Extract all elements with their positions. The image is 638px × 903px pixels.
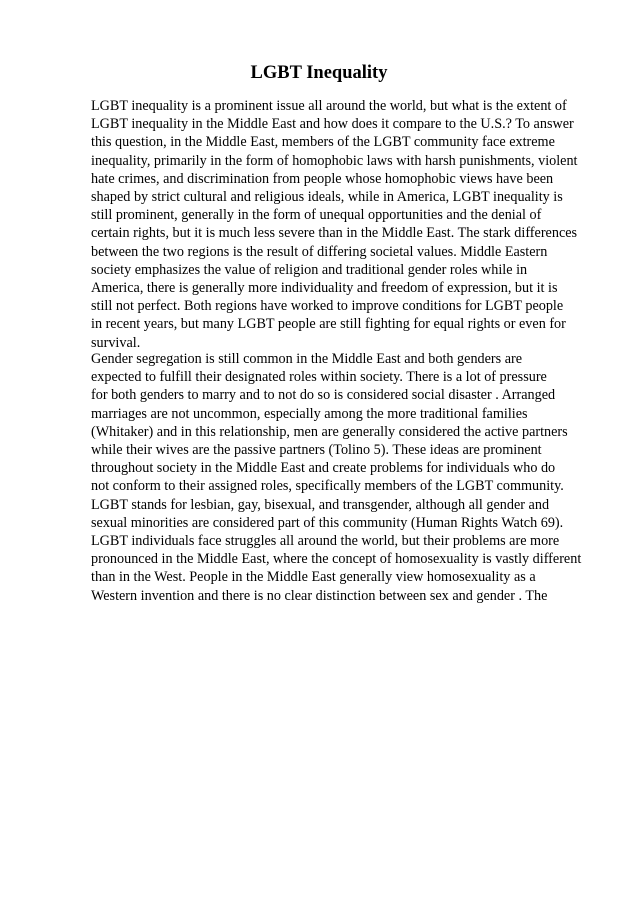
- paragraph-line: than in the West. People in the Middle East generally view homosexuality as a: [91, 569, 536, 586]
- paragraph-line: society emphasizes the value of religion and traditional gender roles while in: [91, 261, 528, 278]
- paragraph-line: survival.: [91, 334, 141, 351]
- paragraph-2: [91, 350, 601, 605]
- paragraph-line: hate crimes, and discrimination from people whose homophobic views have been: [91, 170, 554, 187]
- paragraph-line: pronounced in the Middle East, where the concept of homosexuality is vastly different: [91, 551, 582, 568]
- paragraph-line: sexual minorities are considered part of this community (Human Rights Watch 69).: [91, 514, 564, 531]
- paragraph-line: while their wives are the passive partners (Tolino 5). These ideas are prominent: [91, 442, 542, 459]
- paragraph-line: shaped by strict cultural and religious ideals, while in America, LGBT inequality is: [91, 189, 563, 206]
- paragraph-1: [91, 97, 601, 352]
- paragraph-line: LGBT inequality is a prominent issue all around the world, but what is the extent of: [91, 98, 567, 114]
- paragraph-line: not conform to their assigned roles, specifically members of the LGBT community.: [91, 478, 564, 495]
- paragraph-line: certain rights, but it is much less severe than in the Middle East. The stark differences: [91, 225, 578, 242]
- paragraph-line: between the two regions is the result of differing societal values. Middle Eastern: [91, 243, 548, 260]
- paragraph-line: inequality, primarily in the form of homophobic laws with harsh punishments, violent: [91, 152, 578, 169]
- paragraph-line: still prominent, generally in the form of unequal opportunities and the denial of: [91, 207, 542, 224]
- paragraph-line: LGBT individuals face struggles all around the world, but their problems are more: [91, 533, 560, 550]
- paragraph-line: throughout society in the Middle East and create problems for individuals who do: [91, 460, 556, 477]
- paragraph-line: LGBT stands for lesbian, gay, bisexual, and transgender, although all gender and: [91, 496, 550, 513]
- paragraph-line: in recent years, but many LGBT people are still fighting for equal rights or even for: [91, 316, 566, 333]
- paragraph-line: still not perfect. Both regions have worked to improve conditions for LGBT people: [91, 298, 564, 315]
- paragraph-line: this question, in the Middle East, members of the LGBT community face extreme: [91, 134, 555, 151]
- paragraph-line: for both genders to marry and to not do so is considered social disaster . Arranged: [91, 387, 556, 404]
- paragraph-line: marriages are not uncommon, especially among the more traditional families: [91, 405, 528, 422]
- paragraph-line: Western invention and there is no clear distinction between sex and gender . The: [91, 587, 548, 604]
- paragraph-line: America, there is generally more individuality and freedom of expression, but it is: [91, 280, 558, 297]
- paragraph-line: (Whitaker) and in this relationship, men are generally considered the active partners: [91, 423, 568, 440]
- document-title: LGBT Inequality: [250, 63, 388, 83]
- paragraph-line: expected to fulfill their designated roles within society. There is a lot of pressure: [91, 369, 547, 386]
- paragraph-line: Gender segregation is still common in the Middle East and both genders are: [91, 351, 523, 367]
- paragraph-line: LGBT inequality in the Middle East and how does it compare to the U.S.? To answer: [91, 116, 574, 133]
